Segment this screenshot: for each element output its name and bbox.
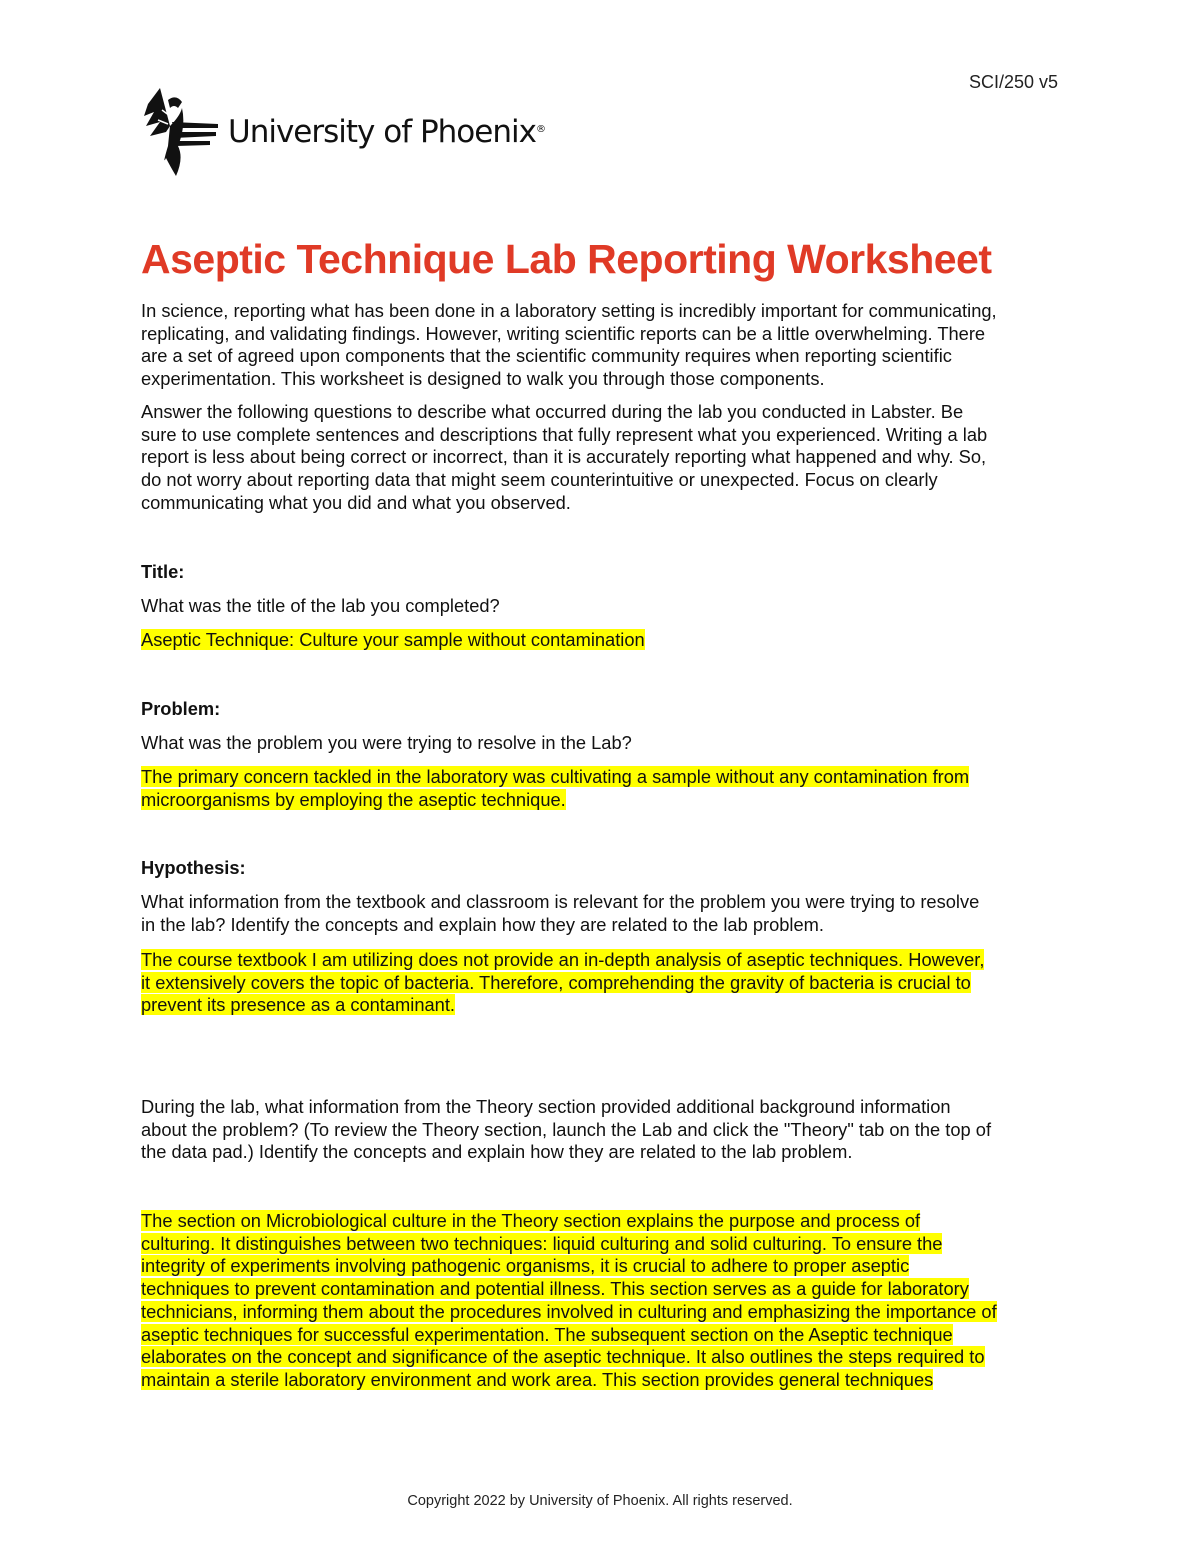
- text-line: maintain a sterile laboratory environment and work area. This section provides general techniques: [141, 1368, 934, 1390]
- text-line: integrity of experiments involving pathogenic organisms, it is crucial to adhere to proper aseptic: [141, 1255, 910, 1277]
- hypothesis-answer: [141, 949, 1071, 1017]
- university-logo: [140, 86, 545, 178]
- text-line: replicating, and validating findings. However, writing scientific reports can be a little overwhelming. There: [141, 322, 986, 344]
- text-line: What was the title of the lab you completed?: [141, 595, 500, 616]
- text-line: technicians, informing them about the procedures involved in culturing and emphasizing the importance of: [141, 1300, 997, 1322]
- text-line: in the lab? Identify the concepts and explain how they are related to the lab problem.: [141, 913, 824, 935]
- problem-question: [141, 732, 1071, 755]
- text-line: During the lab, what information from the Theory section provided additional background information: [141, 1096, 951, 1117]
- text-line: elaborates on the concept and significance of the aseptic technique. It also outlines the steps required to: [141, 1346, 985, 1368]
- text-line: the data pad.) Identify the concepts and explain how they are related to the lab problem.: [141, 1141, 853, 1163]
- problem-answer: [141, 766, 1071, 811]
- copyright-footer: Copyright 2022 by University of Phoenix. All rights reserved.: [407, 1493, 793, 1509]
- text-line: about the problem? (To review the Theory section, launch the Lab and click the "Theory" tab on the top of: [141, 1118, 992, 1140]
- text-line: Answer the following questions to describe what occurred during the lab you conducted in Labster. Be: [141, 401, 964, 422]
- hypothesis-label: Hypothesis:: [141, 857, 246, 878]
- theory-answer: [141, 1210, 1071, 1392]
- text-line: The primary concern tackled in the laboratory was cultivating a sample without any contamination from: [141, 766, 970, 787]
- text-line: prevent its presence as a contaminant.: [141, 994, 456, 1016]
- text-line: techniques to prevent contamination and potential illness. This section serves as a guide for laboratory: [141, 1278, 969, 1300]
- text-line: What was the problem you were trying to resolve in the Lab?: [141, 732, 632, 753]
- text-line: experimentation. This worksheet is designed to walk you through those components.: [141, 368, 825, 390]
- intro-paragraph-1: [141, 300, 1071, 391]
- text-line: What information from the textbook and classroom is relevant for the problem you were trying to resolve: [141, 891, 980, 912]
- text-line: report is less about being correct or incorrect, than it is accurately reporting what happened and why. So,: [141, 446, 987, 468]
- text-line: Aseptic Technique: Culture your sample without contamination: [141, 629, 645, 650]
- text-line: The section on Microbiological culture in the Theory section explains the purpose and process of: [141, 1210, 921, 1231]
- phoenix-bird-icon: [140, 86, 218, 178]
- text-line: sure to use complete sentences and descriptions that fully represent what you experienced. Writing a lab: [141, 423, 988, 445]
- intro-paragraph-2: [141, 401, 1071, 515]
- title-label: Title:: [141, 561, 185, 582]
- text-line: communicating what you did and what you observed.: [141, 491, 571, 513]
- title-answer: [141, 629, 1071, 652]
- text-line: do not worry about reporting data that might seem counterintuitive or unexpected. Focus on clearly: [141, 469, 938, 491]
- text-line: are a set of agreed upon components that the scientific community requires when reporting scientific: [141, 345, 952, 367]
- course-code: SCI/250 v5: [968, 72, 1058, 92]
- text-line: aseptic techniques for successful experimentation. The subsequent section on the Aseptic technique: [141, 1323, 953, 1345]
- text-line: culturing. It distinguishes between two techniques: liquid culturing and solid culturing. To ensure the: [141, 1232, 943, 1254]
- text-line: it extensively covers the topic of bacteria. Therefore, comprehending the gravity of bacteria is crucial to: [141, 971, 971, 993]
- problem-label: Problem:: [141, 698, 221, 719]
- text-line: The course textbook I am utilizing does not provide an in-depth analysis of aseptic techniques. However,: [141, 949, 985, 970]
- text-line: microorganisms by employing the aseptic technique.: [141, 788, 566, 810]
- theory-question: [141, 1096, 1071, 1164]
- hypothesis-question: [141, 891, 1071, 936]
- page-title: Aseptic Technique Lab Reporting Worksheet: [141, 236, 992, 282]
- title-question: [141, 595, 1071, 618]
- text-line: In science, reporting what has been done in a laboratory setting is incredibly important for communicating,: [141, 300, 997, 321]
- logo-text: University of Phoenix®: [228, 114, 545, 150]
